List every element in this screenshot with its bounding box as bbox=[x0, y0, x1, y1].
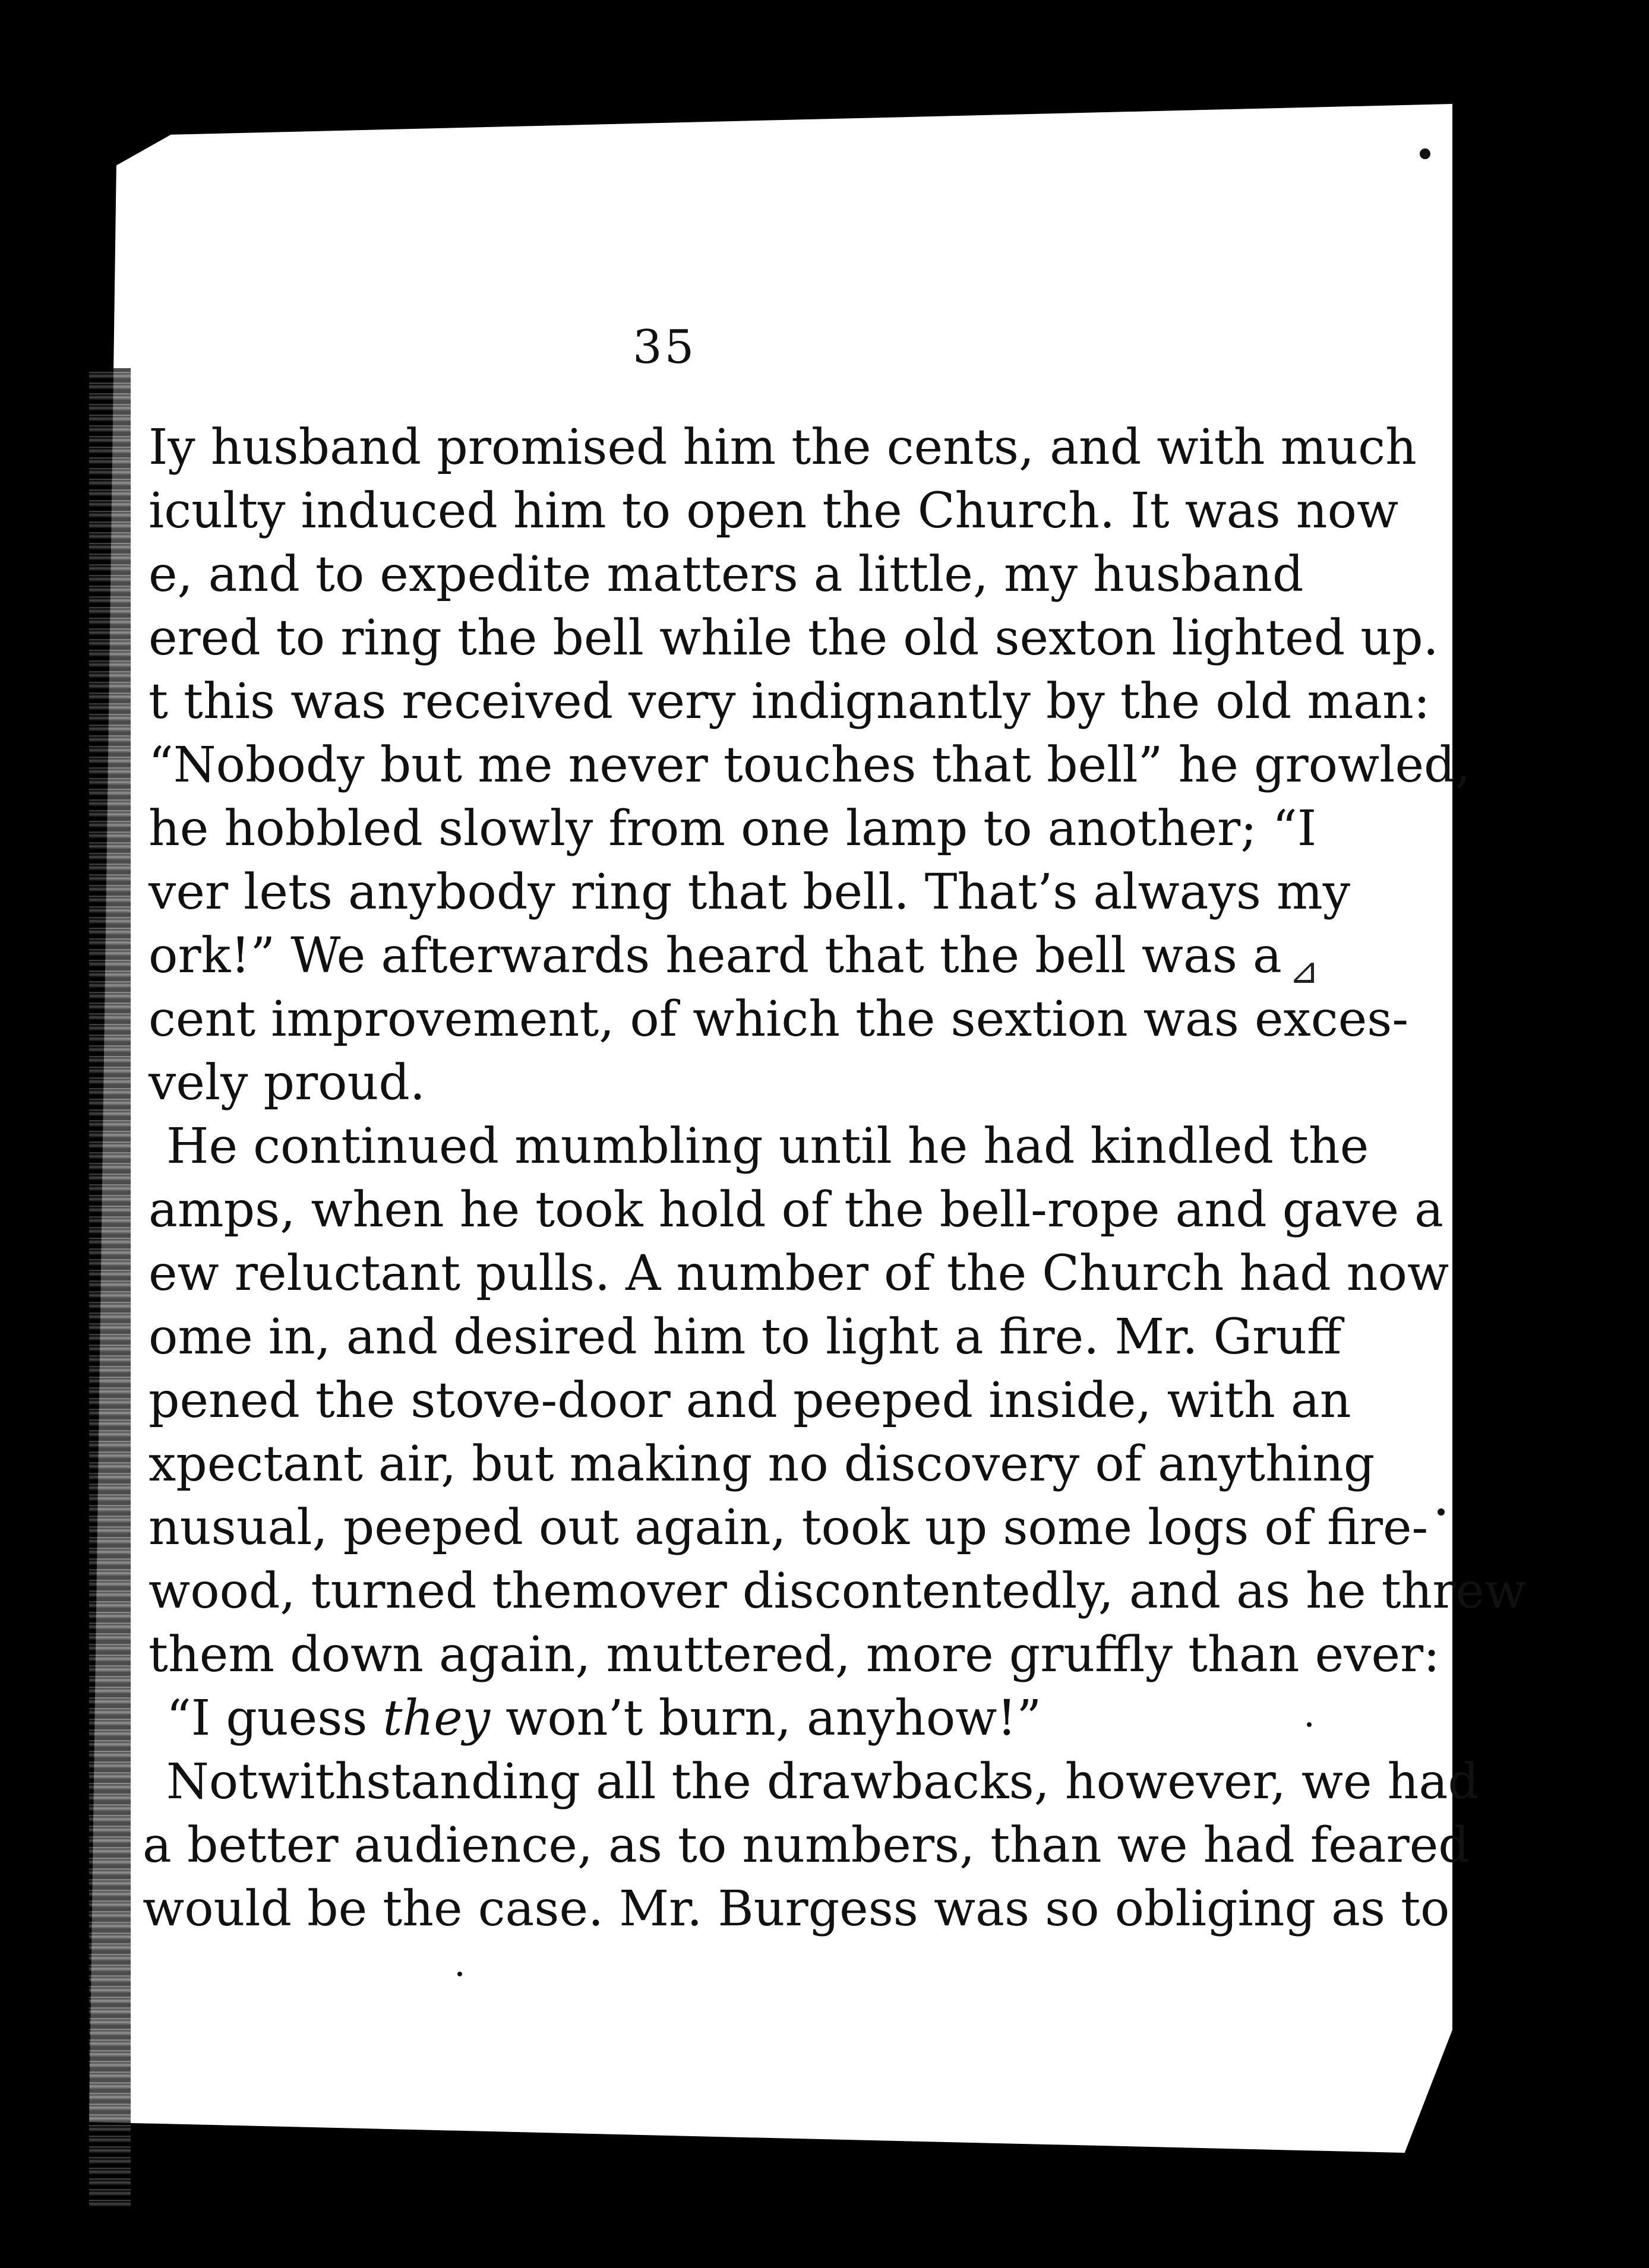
ink-speck bbox=[1307, 1722, 1312, 1727]
text-line: wood, turned themover discontentedly, and as he threw bbox=[149, 1563, 1527, 1619]
text-line: nusual, peeped out again, took up some logs of fire- bbox=[149, 1500, 1429, 1556]
ink-speck bbox=[1420, 148, 1430, 159]
text-line: He continued mumbling until he had kindled the bbox=[166, 1118, 1369, 1175]
margin-scribble: ⊿ bbox=[1289, 950, 1319, 992]
text-line: ver lets anybody ring that bell. That’s always my bbox=[149, 864, 1351, 921]
quote-open: “I guess bbox=[166, 1690, 383, 1747]
text-line: iculty induced him to open the Church. It was now bbox=[149, 483, 1399, 539]
page-number: 35 bbox=[633, 321, 697, 374]
ink-speck bbox=[1438, 1508, 1445, 1516]
quote-close: won’t burn, anyhow!” bbox=[490, 1690, 1042, 1747]
text-line: cent improvement, of which the sextion was exces- bbox=[149, 991, 1409, 1048]
text-line: them down again, muttered, more gruffly than ever: bbox=[149, 1627, 1440, 1683]
ink-speck bbox=[457, 1972, 462, 1976]
text-line: xpectant air, but making no discovery of anything bbox=[149, 1436, 1375, 1492]
text-line: “Nobody but me never touches that bell” he growled, bbox=[149, 737, 1471, 793]
text-line: a better audience, as to numbers, than we had feared bbox=[143, 1817, 1470, 1874]
text-line: pened the stove-door and peeped inside, with an bbox=[149, 1372, 1351, 1429]
text-line: he hobbled slowly from one lamp to another; “I bbox=[149, 801, 1317, 857]
quote-line bbox=[166, 1687, 1271, 1750]
text-line: vely proud. bbox=[149, 1055, 425, 1111]
text-line: ork!” We afterwards heard that the bell was a bbox=[149, 928, 1282, 984]
text-line: ew reluctant pulls. A number of the Church had now bbox=[149, 1245, 1449, 1302]
text-line: amps, when he took hold of the bell-rope and gave a bbox=[149, 1182, 1443, 1238]
text-line: e, and to expedite matters a little, my husband bbox=[149, 546, 1304, 603]
text-line: Notwithstanding all the drawbacks, however, we had bbox=[166, 1754, 1479, 1810]
text-line: ered to ring the bell while the old sexton lighted up. bbox=[149, 610, 1439, 666]
body-text bbox=[107, 416, 1527, 1941]
text-line: would be the case. Mr. Burgess was so obliging as to bbox=[143, 1881, 1450, 1937]
text-line: ome in, and desired him to light a fire. Mr. Gruff bbox=[149, 1309, 1342, 1365]
text-line: t this was received very indignantly by the old man: bbox=[149, 673, 1430, 730]
italic-word: they bbox=[383, 1690, 491, 1747]
text-line: Iy husband promised him the cents, and with much bbox=[149, 419, 1417, 476]
